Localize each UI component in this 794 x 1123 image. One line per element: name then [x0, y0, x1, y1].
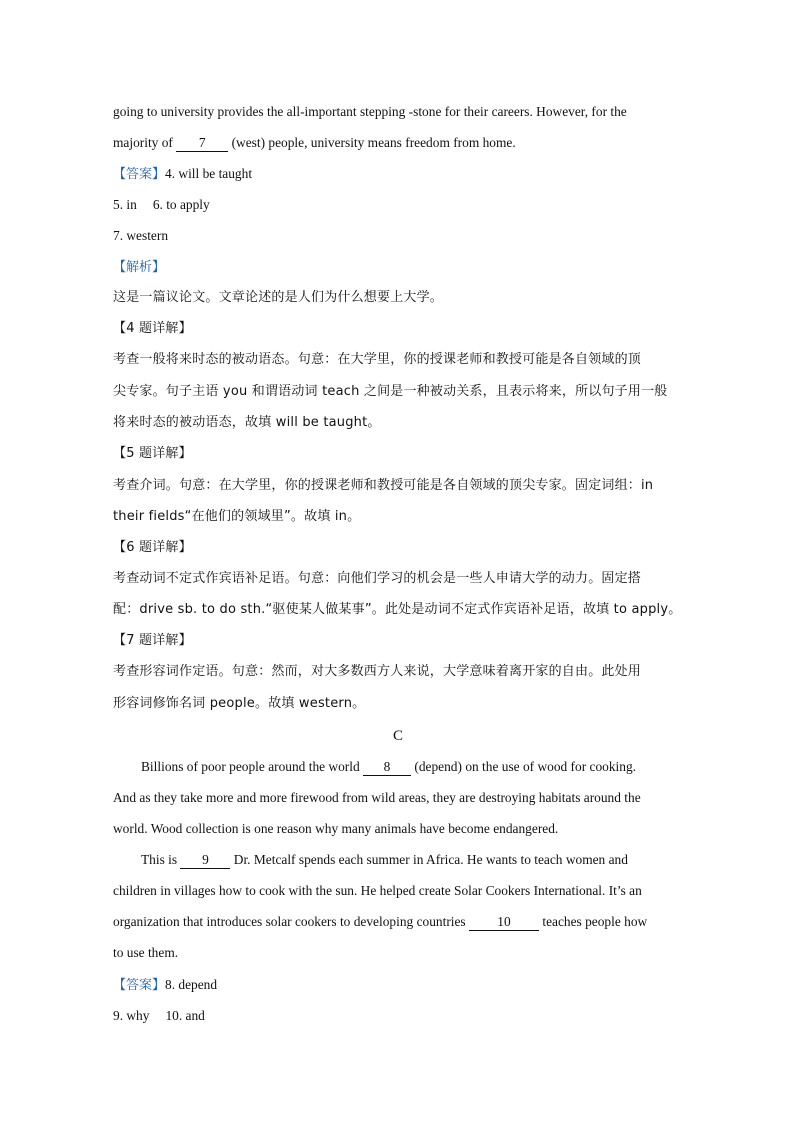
- answer-tag: 【答案】: [113, 978, 166, 993]
- passage-line: [141, 757, 636, 777]
- answer-9: 9. why: [113, 1008, 150, 1023]
- q4-explanation: 考查一般将来时态的被动语态。句意：在大学里，你的授课老师和教授可能是各自领域的顶: [113, 352, 642, 367]
- q7-explanation: 考查形容词作定语。句意：然而，对大多数西方人来说，大学意味着离开家的自由。此处用: [113, 664, 642, 679]
- answer-line: [113, 1006, 205, 1026]
- answer-line: [113, 195, 210, 215]
- answer-8: 8. depend: [165, 977, 218, 992]
- passage-line: to use them.: [113, 945, 179, 960]
- passage-line: And as they take more and more firewood from wild areas, they are destroying habitats around the: [113, 790, 641, 805]
- passage-text: organization that introduces solar cookers to developing countries: [113, 914, 469, 929]
- answer-line: [113, 975, 217, 996]
- passage-line: world. Wood collection is one reason why many animals have become endangered.: [113, 821, 559, 836]
- q7-explanation: 形容词修饰名词 people。故填 western。: [113, 696, 366, 711]
- answer-tag: 【答案】: [113, 167, 166, 182]
- passage-text: This is: [141, 852, 181, 867]
- q4-explanation: 尖专家。句子主语 you 和谓语动词 teach 之间是一种被动关系，且表示将来，所以句子用一般: [113, 384, 668, 399]
- answer-line: [113, 164, 252, 185]
- passage-line: [113, 133, 516, 153]
- q5-explanation: 考查介词。句意：在大学里，你的授课老师和教授可能是各自领域的顶尖专家。固定词组：in: [113, 478, 654, 493]
- passage-text: (west) people, university means freedom from home.: [228, 135, 516, 150]
- passage-text: majority of: [113, 135, 177, 150]
- answer-5: 5. in: [113, 197, 137, 212]
- analysis-tag: 【解析】: [113, 260, 166, 275]
- answer-6: 6. to apply: [152, 197, 210, 212]
- passage-text: teaches people how: [539, 914, 648, 929]
- q5-explanation: their fields“在他们的领域里”。故填 in。: [113, 509, 361, 524]
- analysis-summary: 这是一篇议论文。文章论述的是人们为什么想要上大学。: [113, 290, 444, 305]
- q6-explanation: 考查动词不定式作宾语补足语。句意：向他们学习的机会是一些人申请大学的动力。固定搭: [113, 571, 642, 586]
- passage-text: Billions of poor people around the world: [141, 759, 364, 774]
- answer-line: [113, 226, 168, 246]
- blank-7: 7: [176, 135, 228, 152]
- q4-heading: 【4 题详解】: [113, 321, 192, 336]
- passage-text: Dr. Metcalf spends each summer in Africa. He wants to teach women and: [230, 852, 628, 867]
- answer-7: 7. western: [113, 228, 169, 243]
- passage-text: going to university provides the all-important stepping -stone for their careers. However, for the: [113, 104, 627, 119]
- section-heading: C: [392, 728, 403, 744]
- blank-8: 8: [363, 759, 411, 776]
- passage-line: [113, 102, 627, 122]
- q6-heading: 【6 题详解】: [113, 540, 192, 555]
- q5-heading: 【5 题详解】: [113, 446, 192, 461]
- analysis-heading: [113, 257, 165, 278]
- answer-4: 4. will be taught: [165, 166, 253, 181]
- q7-heading: 【7 题详解】: [113, 633, 192, 648]
- q6-explanation: 配：drive sb. to do sth.“驱使某人做某事”。此处是动词不定式作宾语补足语，故填 to apply。: [113, 602, 682, 617]
- passage-line: [113, 912, 647, 932]
- answer-10: 10. and: [165, 1008, 205, 1023]
- passage-line: children in villages how to cook with the sun. He helped create Solar Cookers International. It’s an: [113, 883, 642, 898]
- passage-line: [141, 850, 628, 870]
- blank-10: 10: [469, 914, 539, 931]
- q4-explanation: 将来时态的被动语态，故填 will be taught。: [113, 415, 381, 430]
- blank-9: 9: [180, 852, 230, 869]
- passage-text: (depend) on the use of wood for cooking.: [411, 759, 637, 774]
